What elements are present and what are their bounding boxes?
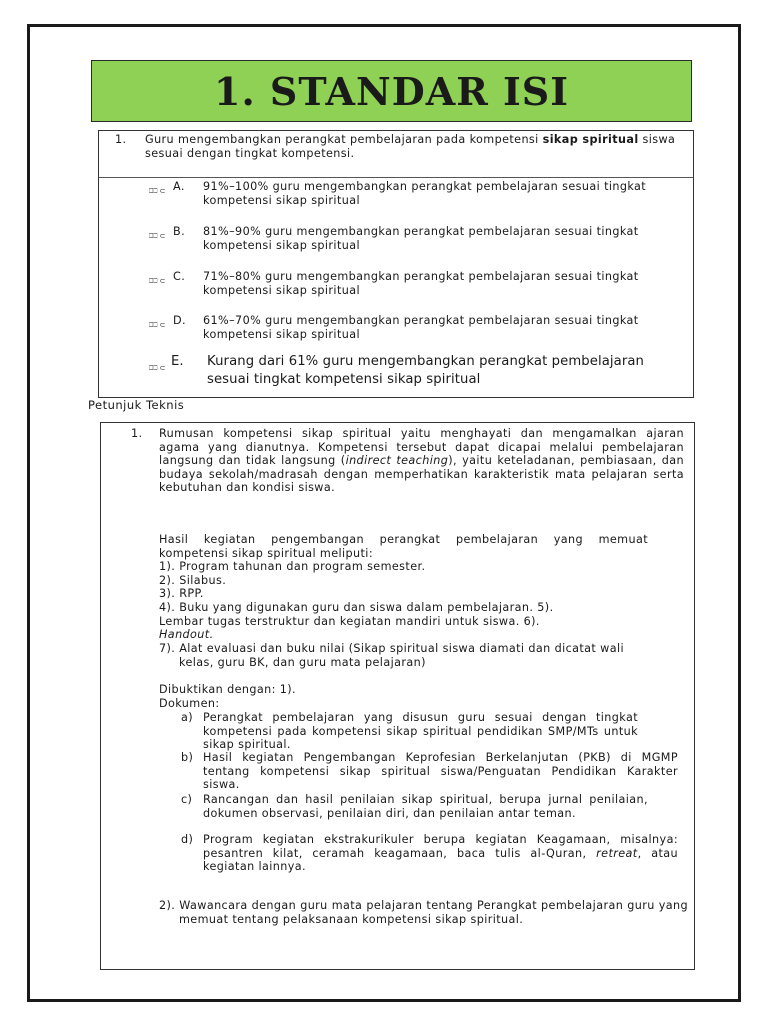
proof-line-1: Dibuktikan dengan: 1). [159,683,296,696]
option-letter: A. [173,180,185,193]
option-letter: C. [173,270,186,283]
hint-paragraph-2: Hasil kegiatan pengembangan perangkat pembelajaran yang memuat kompetensi sikap spiritual meliputi: [159,533,648,560]
doc-item-a: a) Perangkat pembelajaran yang disusun guru sesuai dengan tingkat kompetensi pada kompetensi sikap spiritual pendidikan SMP/MTs untuk sikap spiritual. [181,711,638,752]
option-letter: E. [171,354,184,369]
option-text: 61%–70% guru mengembangkan perangkat pembelajaran sesuai tingkat kompetensi sikap spiritual [203,314,639,341]
option-letter: B. [173,225,186,238]
hint-list-item: 4). Buku yang digunakan guru dan siswa dalam pembelajaran. 5). [159,601,554,614]
checkbox-icon[interactable]: ⎕⎕ ⊂ [149,277,166,285]
doc-item-b: b) Hasil kegiatan Pengembangan Keprofesian Berkelanjutan (PKB) di MGMP tentang kompetensi sikap spiritual siswa/Penguatan Pendidikan Karakter siswa. [181,751,678,792]
question-bold-term: sikap spiritual [542,133,639,146]
checkbox-icon[interactable]: ⎕⎕ ⊂ [149,232,166,240]
italic-term: indirect teaching [345,454,449,468]
hint-list-item-7: 7). Alat evaluasi dan buku nilai (Sikap spiritual siswa diamati dan dicatat wali kelas, guru BK, dan guru mata pelajaran) [159,642,625,669]
option-text: Kurang dari 61% guru mengembangkan perangkat pembelajaran sesuai tingkat kompetensi sikap spiritual [207,354,645,387]
option-letter: D. [173,314,186,327]
option-text: 71%–80% guru mengembangkan perangkat pembelajaran sesuai tingkat kompetensi sikap spiritual [203,270,639,297]
hint-handout: Handout. [159,628,214,641]
interview-item: 2). Wawancara dengan guru mata pelajaran tentang Perangkat pembelajaran guru yang memuat tentang pelaksanaan kompetensi sikap spiritual. [159,899,688,926]
italic-term: retreat [596,846,638,860]
hint-list-item: 3). RPP. [159,587,204,600]
checkbox-icon[interactable]: ⎕⎕ ⊂ [149,187,166,195]
checkbox-icon[interactable]: ⎕⎕ ⊂ [149,321,166,329]
checkbox-icon[interactable]: ⎕⎕ ⊂ [149,364,166,372]
hint-box [100,422,695,970]
doc-item-c: c) Rancangan dan hasil penilaian sikap spiritual, berupa jurnal penilaian, dokumen observasi, penilaian diri, dan penilaian antar teman. [181,793,648,820]
question-box [98,130,694,398]
title-banner [91,60,692,122]
question-text: Guru mengembangkan perangkat pembelajaran pada kompetensi sikap spiritual siswa sesuai dengan tingkat kompetensi. [145,133,676,160]
hint-label: Petunjuk Teknis [88,398,185,412]
hint-list-item: 2). Silabus. [159,574,227,587]
question-row [99,131,693,178]
proof-line-2: Dokumen: [159,697,220,710]
page-title: 1. STANDAR ISI [214,68,569,114]
hint-number: 1. [131,427,143,440]
hint-paragraph-1: Rumusan kompetensi sikap spiritual yaitu menghayati dan mengamalkan ajaran agama yang dianutnya. Kompetensi tersebut dapat dicapai melalui pembelajaran langsung dan tidak langsung (indirect teaching), yaitu keteladanan, pembiasaan, dan budaya sekolah/madrasah dengan memperhatikan karakteristik mata pelajaran serta kebutuhan dan kondisi siswa. [159,427,685,495]
doc-item-d: d) Program kegiatan ekstrakurikuler berupa kegiatan Keagamaan, misalnya: pesantren kilat, ceramah keagamaan, baca tulis al-Quran, retreat, atau kegiatan lainnya. [181,833,679,874]
question-number: 1. [115,133,127,146]
option-text: 91%–100% guru mengembangkan perangkat pembelajaran sesuai tingkat kompetensi sikap spiritual [203,180,647,207]
hint-list-item: 1). Program tahunan dan program semester. [159,560,426,573]
option-text: 81%–90% guru mengembangkan perangkat pembelajaran sesuai tingkat kompetensi sikap spiritual [203,225,639,252]
hint-list-item: Lembar tugas terstruktur dan kegiatan mandiri untuk siswa. 6). [159,615,540,628]
